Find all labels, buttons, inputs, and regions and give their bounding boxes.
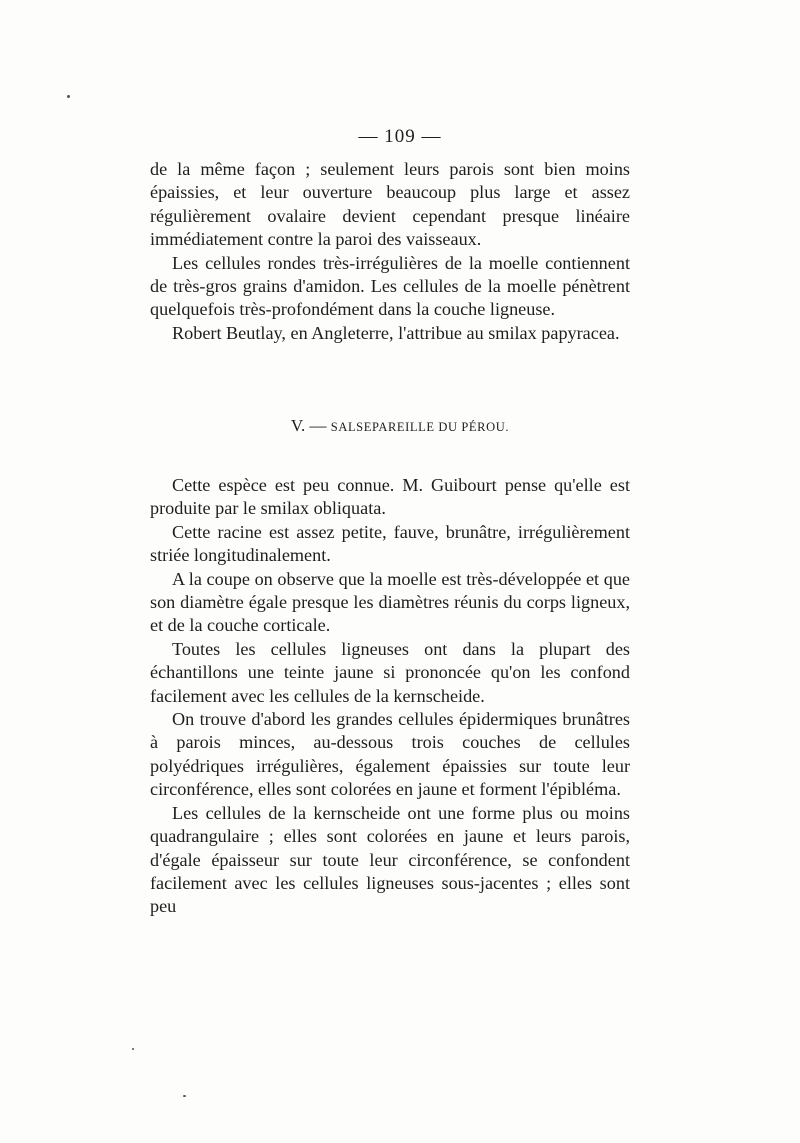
section-2-text: [150, 474, 630, 919]
section-1-text: [150, 158, 630, 345]
paragraph: A la coupe on observe que la moelle est très-développée et que son diamètre égale presque les diamètres réunis du corps ligneux, et de la couche corticale.: [150, 568, 630, 636]
section-numeral: V. —: [290, 416, 327, 435]
paragraph: Les cellules rondes très-irrégulières de la moelle contiennent de très-gros grains d'amidon. Les cellules de la moelle pénètrent quelquefois très-profondément dans la couche ligneuse.: [150, 252, 630, 320]
paragraph: Robert Beutlay, en Angleterre, l'attribue au smilax papyracea.: [172, 322, 620, 343]
page-number: — 109 —: [358, 126, 442, 147]
paper-speck: [183, 1095, 186, 1097]
paper-speck: [67, 95, 70, 98]
section-title: SALSEPAREILLE DU PÉROU.: [330, 420, 510, 434]
paragraph: Cette racine est assez petite, fauve, brunâtre, irrégulièrement striée longitudinalement.: [150, 521, 630, 566]
paragraph: Cette espèce est peu connue. M. Guibourt pense qu'elle est produite par le smilax obliquata.: [150, 475, 630, 519]
paragraph: de la même façon ; seulement leurs parois sont bien moins épaissies, et leur ouverture beaucoup plus large et assez régulièrement ovalaire devient cependant presque linéaire immédiatement contre la paroi des vaisseaux.: [150, 159, 630, 250]
paper-speck: [132, 1048, 134, 1050]
paragraph: Les cellules de la kernscheide ont une forme plus ou moins quadrangulaire ; elles sont colorées en jaune et leurs parois, d'égale épaisseur sur toute leur circonférence, se confondent facilement avec les cellules ligneuses sous-jacentes ; elles sont peu: [150, 802, 630, 917]
paragraph: On trouve d'abord les grandes cellules épidermiques brunâtres à parois minces, au-dessous trois couches de cellules polyédriques irrégulières, également épaissies sur toute leur circonférence, elles sont colorées en jaune et forment l'épibléma.: [150, 709, 630, 800]
section-heading: [0, 416, 800, 436]
paragraph: Toutes les cellules ligneuses ont dans la plupart des échantillons une teinte jaune si prononcée qu'on les confond facilement avec les cellules de la kernscheide.: [150, 638, 630, 706]
